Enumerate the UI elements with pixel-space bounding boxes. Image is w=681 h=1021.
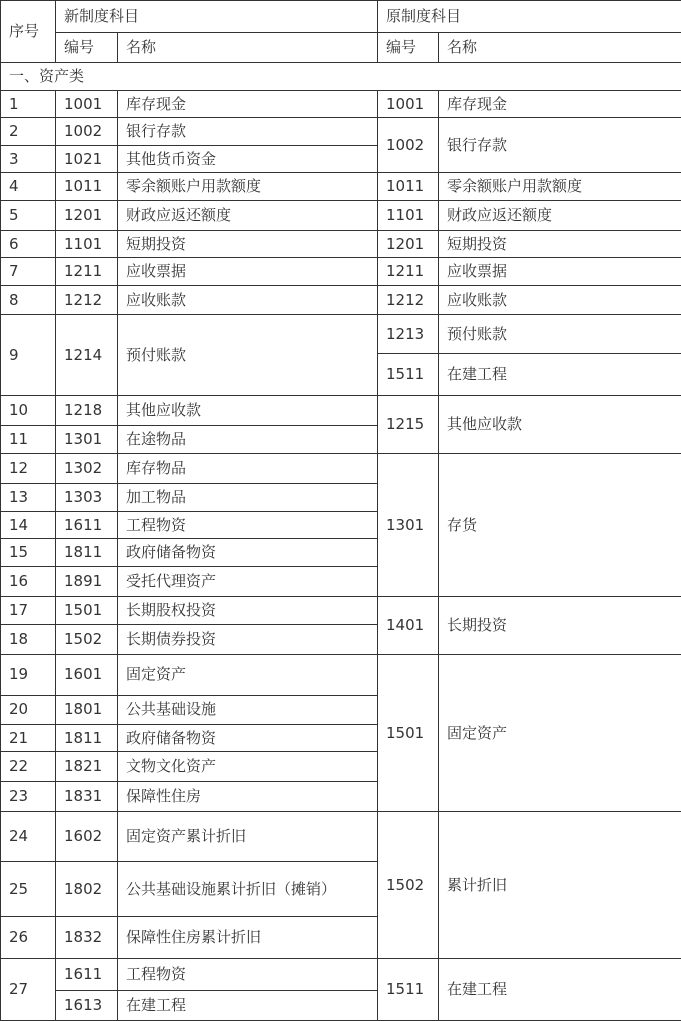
table-cell: 19 [1,654,56,695]
table-cell: 9 [1,315,56,396]
table-cell: 1811 [56,724,118,752]
table-cell: 4 [1,173,56,201]
header-new-code: 编号 [56,33,118,63]
table-cell: 1218 [56,396,118,426]
section-title: 一、资产类 [1,63,681,91]
table-cell: 1821 [56,752,118,782]
table-cell: 应收账款 [118,286,378,315]
table-cell: 应收账款 [439,286,681,315]
table-cell: 1213 [378,315,439,354]
table-cell: 在建工程 [118,991,378,1021]
header-new-system-group: 新制度科目 [56,1,378,33]
table-cell: 预付账款 [439,315,681,354]
table-cell: 1301 [378,453,439,597]
section-row [1,63,681,91]
table-cell: 20 [1,695,56,724]
table-cell: 22 [1,752,56,782]
header-row-subcolumns [1,33,681,63]
table-row [1,812,681,862]
table-cell: 1602 [56,812,118,862]
table-cell: 保障性住房 [118,782,378,812]
table-cell: 23 [1,782,56,812]
table-cell: 银行存款 [439,118,681,173]
table-cell: 1214 [56,315,118,396]
table-cell: 公共基础设施 [118,695,378,724]
table-cell: 固定资产累计折旧 [118,812,378,862]
table-row [1,200,681,230]
table-cell: 1301 [56,426,118,454]
table-cell: 1502 [56,624,118,654]
header-old-system-group: 原制度科目 [378,1,681,33]
table-cell: 5 [1,200,56,230]
table-cell: 1001 [378,90,439,118]
table-cell: 1511 [378,959,439,1021]
header-new-name: 名称 [118,33,378,63]
table-cell: 财政应返还额度 [439,200,681,230]
table-cell: 12 [1,453,56,483]
table-header [1,1,681,63]
table-cell: 24 [1,812,56,862]
table-cell: 15 [1,539,56,567]
header-row-groups [1,1,681,33]
table-cell: 政府储备物资 [118,539,378,567]
table-cell: 预付账款 [118,315,378,396]
table-cell: 财政应返还额度 [118,200,378,230]
header-old-name: 名称 [439,33,681,63]
table-row [1,315,681,354]
table-cell: 在建工程 [439,959,681,1021]
table-row [1,453,681,483]
table-cell: 18 [1,624,56,654]
table-cell: 文物文化资产 [118,752,378,782]
table-cell: 1212 [378,286,439,315]
table-cell: 10 [1,396,56,426]
table-cell: 1011 [56,173,118,201]
table-cell: 2 [1,118,56,146]
table-cell: 1511 [378,354,439,396]
table-cell: 1303 [56,483,118,511]
table-cell: 1215 [378,396,439,454]
table-cell: 1002 [56,118,118,146]
table-cell: 1011 [378,173,439,201]
table-cell: 1832 [56,917,118,959]
table-cell: 1212 [56,286,118,315]
header-old-code: 编号 [378,33,439,63]
table-cell: 零余额账户用款额度 [439,173,681,201]
table-cell: 在途物品 [118,426,378,454]
table-cell: 16 [1,567,56,597]
table-cell: 1021 [56,145,118,173]
table-cell: 1401 [378,597,439,655]
table-cell: 长期债券投资 [118,624,378,654]
table-cell: 工程物资 [118,511,378,539]
table-cell: 26 [1,917,56,959]
table-cell: 短期投资 [439,230,681,258]
table-cell: 库存现金 [439,90,681,118]
table-cell: 1891 [56,567,118,597]
table-cell: 1801 [56,695,118,724]
table-cell: 1001 [56,90,118,118]
table-cell: 1502 [378,812,439,959]
table-cell: 14 [1,511,56,539]
table-cell: 受托代理资产 [118,567,378,597]
table-cell: 1802 [56,862,118,917]
table-cell: 1831 [56,782,118,812]
table-row [1,173,681,201]
table-cell: 长期股权投资 [118,597,378,625]
table-cell: 累计折旧 [439,812,681,959]
table-row [1,118,681,146]
table-cell: 7 [1,258,56,286]
table-cell: 11 [1,426,56,454]
table-cell: 存货 [439,453,681,597]
table-cell: 1611 [56,959,118,991]
table-cell: 27 [1,959,56,1021]
table-cell: 短期投资 [118,230,378,258]
table-cell: 保障性住房累计折旧 [118,917,378,959]
table-cell: 17 [1,597,56,625]
table-row [1,230,681,258]
table-row [1,90,681,118]
table-cell: 1302 [56,453,118,483]
table-cell: 固定资产 [439,654,681,812]
table-cell: 8 [1,286,56,315]
table-cell: 应收票据 [439,258,681,286]
table-cell: 其他应收款 [439,396,681,454]
table-cell: 固定资产 [118,654,378,695]
table-cell: 1211 [378,258,439,286]
table-cell: 库存物品 [118,453,378,483]
table-cell: 公共基础设施累计折旧（摊销） [118,862,378,917]
table-cell: 1611 [56,511,118,539]
table-row [1,959,681,991]
table-cell: 政府储备物资 [118,724,378,752]
table-cell: 3 [1,145,56,173]
table-cell: 25 [1,862,56,917]
table-cell: 13 [1,483,56,511]
table-cell: 在建工程 [439,354,681,396]
table-cell: 加工物品 [118,483,378,511]
table-cell: 1002 [378,118,439,173]
table-cell: 工程物资 [118,959,378,991]
table-cell: 6 [1,230,56,258]
table-cell: 长期投资 [439,597,681,655]
header-serial: 序号 [1,1,56,63]
table-row [1,654,681,695]
table-cell: 零余额账户用款额度 [118,173,378,201]
table-cell: 1811 [56,539,118,567]
table-cell: 1101 [378,200,439,230]
table-cell: 1101 [56,230,118,258]
table-row [1,597,681,625]
table-cell: 21 [1,724,56,752]
table-cell: 其他货币资金 [118,145,378,173]
table-cell: 1201 [378,230,439,258]
table-cell: 1501 [378,654,439,812]
table-body [1,63,681,1021]
table-cell: 1613 [56,991,118,1021]
table-cell: 1 [1,90,56,118]
table-row [1,286,681,315]
table-row [1,258,681,286]
table-cell: 银行存款 [118,118,378,146]
table-cell: 其他应收款 [118,396,378,426]
table-cell: 1501 [56,597,118,625]
table-cell: 1201 [56,200,118,230]
table-cell: 1211 [56,258,118,286]
table-cell: 1601 [56,654,118,695]
table-cell: 库存现金 [118,90,378,118]
table-cell: 应收票据 [118,258,378,286]
table-row [1,396,681,426]
